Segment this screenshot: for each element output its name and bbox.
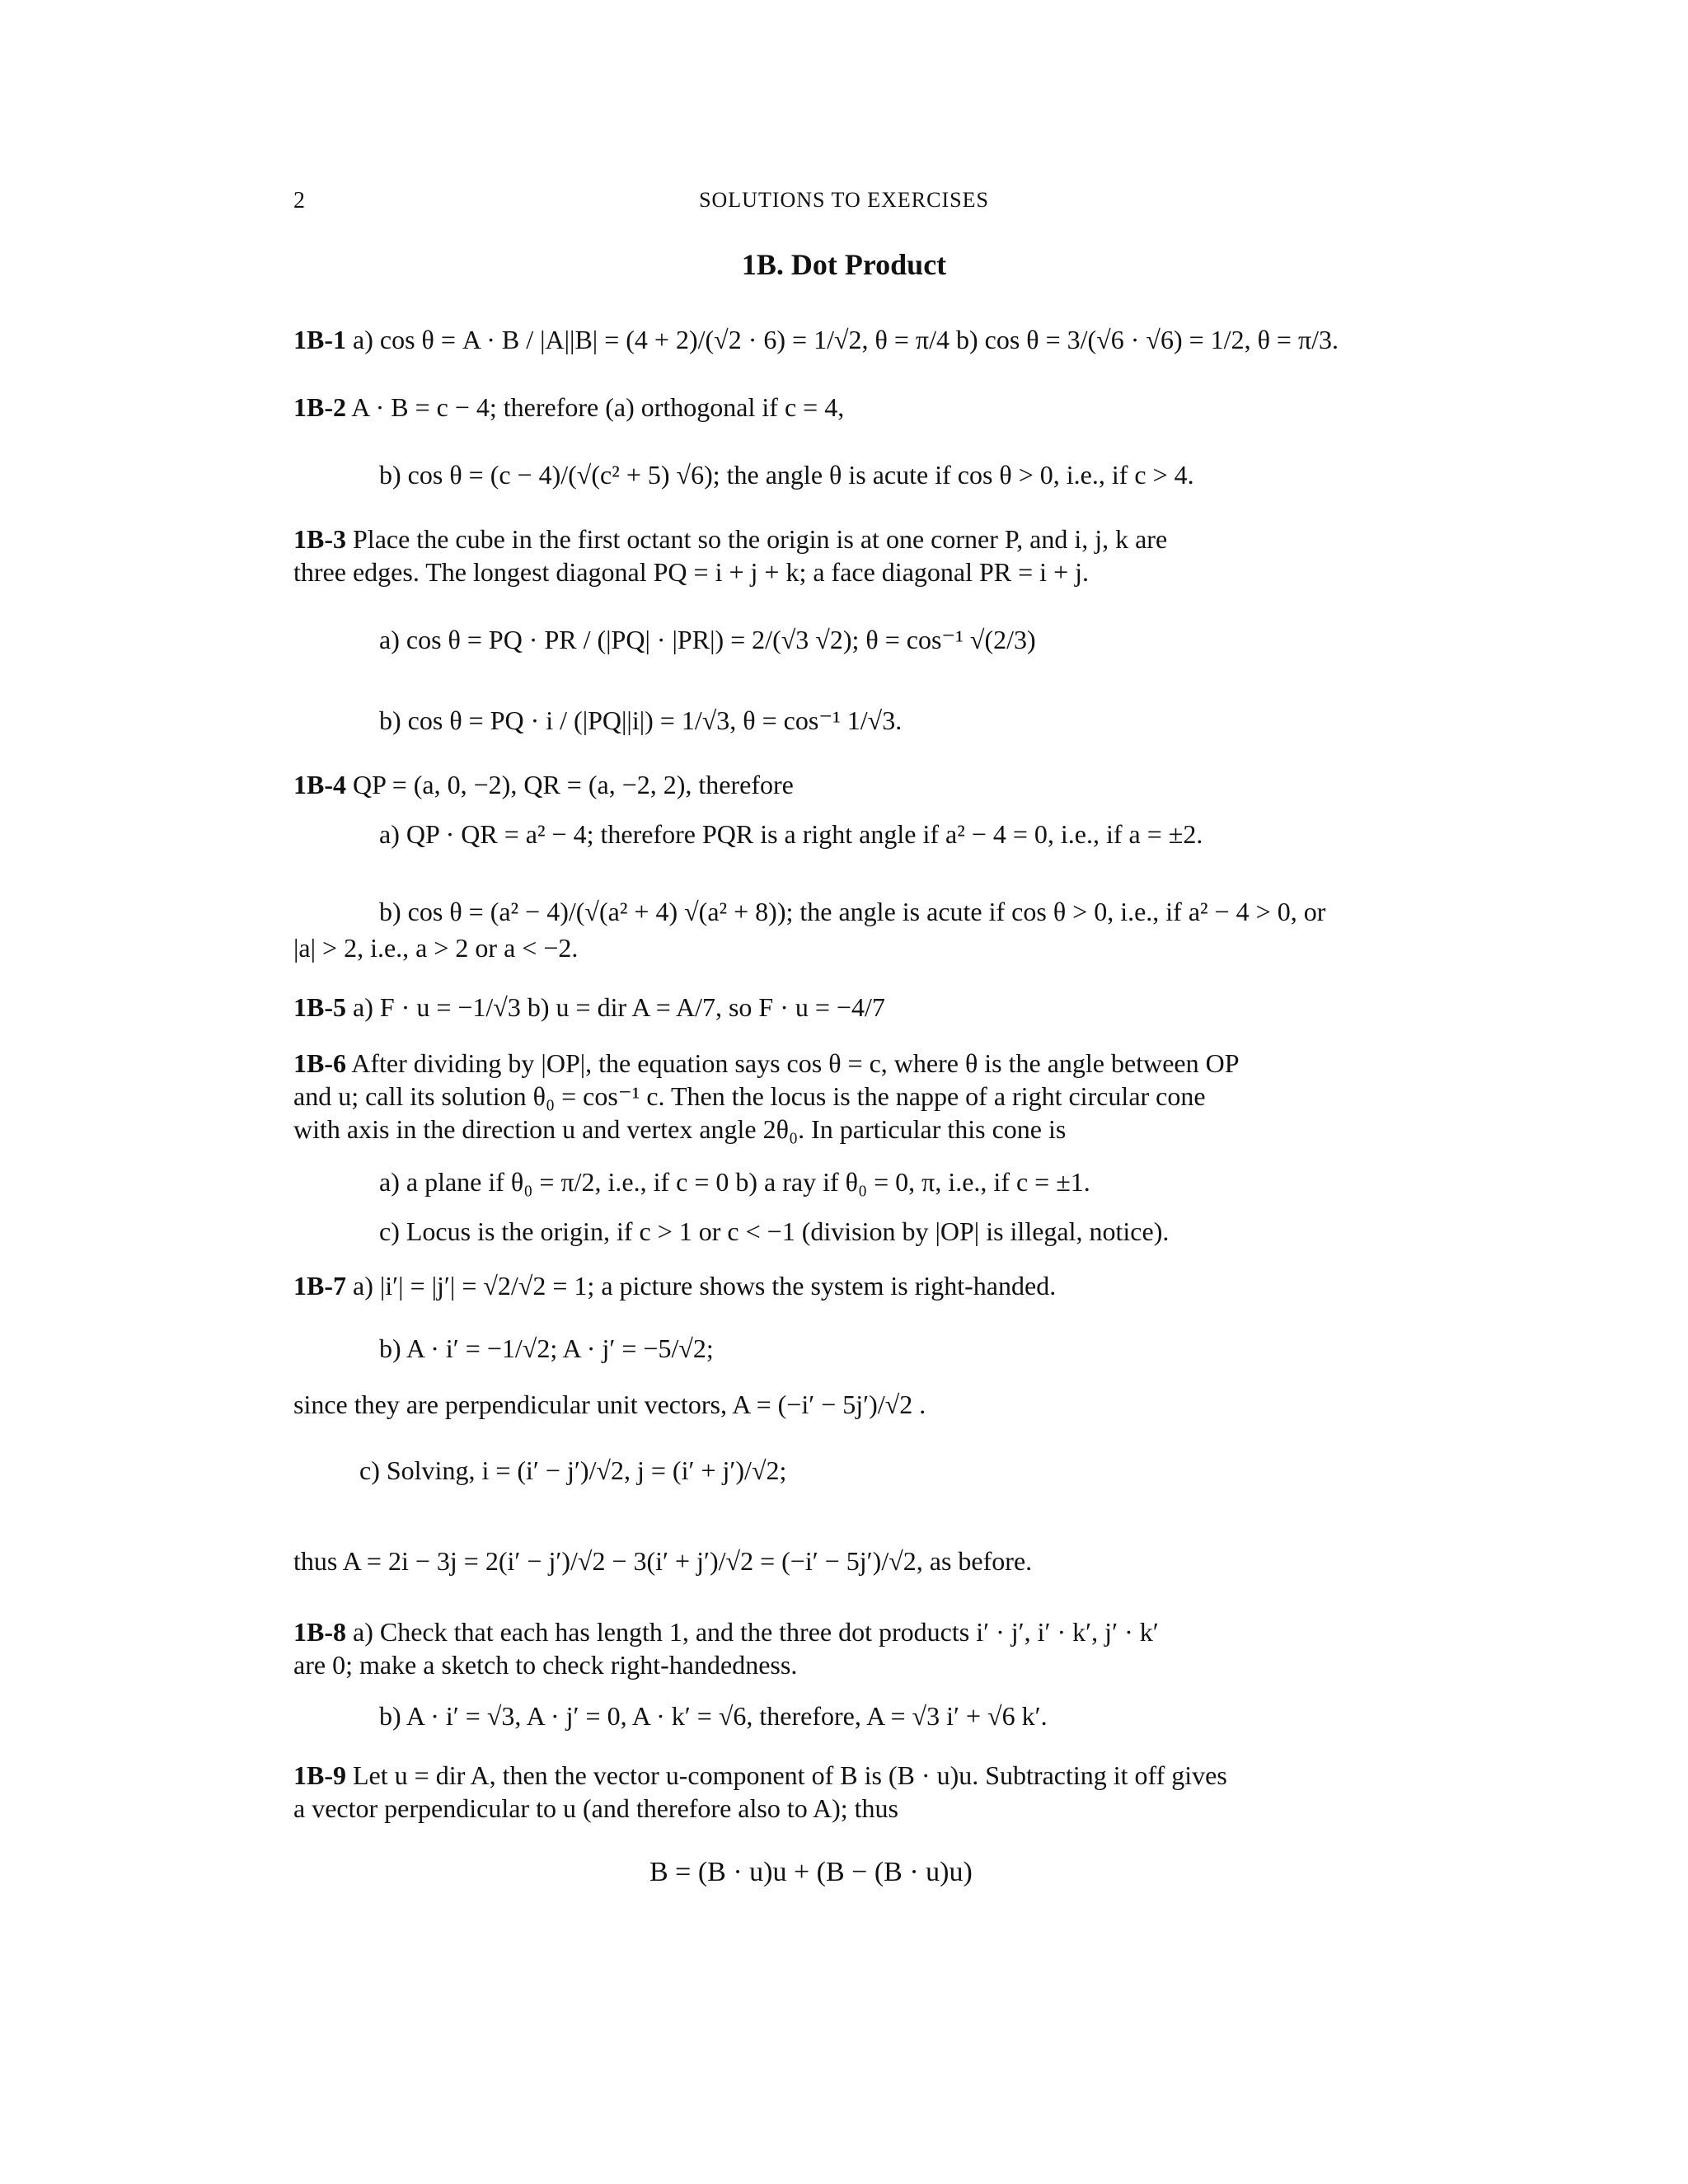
solution-text: QP = (a, 0, −2), QR = (a, −2, 2), therefore <box>353 770 794 799</box>
exercise-1b-8-line <box>293 1615 1159 1648</box>
exercise-1b-9-display-equation <box>649 1856 973 1889</box>
exercise-1b-7-line-5 <box>293 1544 1032 1577</box>
solution-text: A · B = c − 4; therefore (a) orthogonal if c = 4, <box>351 392 845 422</box>
exercise-label: 1B-1 <box>293 325 346 354</box>
solution-text: c) Solving, i = (i′ − j′)/√2, j = (i′ + j′)/√2; <box>359 1455 787 1485</box>
solution-text: and u; call its solution θ₀ = cos⁻¹ c. Then the locus is the nappe of a right circular cone <box>293 1081 1206 1111</box>
section-title: 1B. Dot Product <box>741 248 947 281</box>
solution-text: a) cos θ = PQ · PR / (|PQ| · |PR|) = 2/(√3 √2); θ = cos⁻¹ √(2/3) <box>379 625 1036 654</box>
exercise-1b-2-line <box>293 391 844 424</box>
exercise-1b-6-line <box>293 1047 1240 1080</box>
solution-text: a) |i′| = |j′| = √2/√2 = 1; a picture shows the system is right-handed. <box>353 1271 1057 1301</box>
exercise-1b-4-line <box>293 768 794 801</box>
exercise-1b-6-part-c <box>379 1215 1169 1248</box>
solution-text: with axis in the direction u and vertex angle 2θ₀. In particular this cone is <box>293 1114 1067 1144</box>
exercise-1b-9-line <box>293 1759 1227 1792</box>
exercise-1b-3-part-b <box>379 704 902 737</box>
exercise-label: 1B-2 <box>293 392 346 422</box>
solution-text: a) Check that each has length 1, and the three dot products i′ · j′, i′ · k′, j′ · k′ <box>353 1617 1159 1647</box>
exercise-label: 1B-6 <box>293 1048 346 1078</box>
exercise-1b-5-line <box>293 991 885 1024</box>
exercise-1b-2-part-b <box>379 458 1194 491</box>
exercise-1b-7-line <box>293 1269 1056 1302</box>
solution-text: a) QP · QR = a² − 4; therefore PQR is a right angle if a² − 4 = 0, i.e., if a = ±2. <box>379 819 1203 849</box>
solution-text: a) cos θ = A · B / |A||B| = (4 + 2)/(√2 · 6) = 1/√2, θ = π/4 b) cos θ = 3/(√6 · √6) = 1/2, θ = π/3. <box>353 325 1339 354</box>
exercise-1b-6-line-2 <box>293 1080 1206 1113</box>
exercise-label: 1B-3 <box>293 524 346 554</box>
exercise-1b-7-part-b <box>379 1332 714 1365</box>
exercise-1b-4-line-4 <box>293 931 578 964</box>
exercise-1b-6-line-3 <box>293 1113 1066 1146</box>
solution-text: c) Locus is the origin, if c > 1 or c < −1 (division by |OP| is illegal, notice). <box>379 1216 1170 1246</box>
exercise-1b-4-part-b <box>379 895 1325 928</box>
solution-text: a vector perpendicular to u (and therefore also to A); thus <box>293 1793 898 1823</box>
solution-text: are 0; make a sketch to check right-handedness. <box>293 1650 798 1680</box>
solution-text: three edges. The longest diagonal PQ = i + j + k; a face diagonal PR = i + j. <box>293 557 1089 587</box>
exercise-1b-7-part-c <box>359 1454 786 1487</box>
exercise-1b-3-part-a <box>379 623 1036 656</box>
exercise-1b-3-line <box>293 523 1167 555</box>
exercise-1b-7-line-3 <box>293 1388 926 1421</box>
exercise-1b-6-part-ab <box>379 1165 1090 1198</box>
solution-text: b) A · i′ = √3, A · j′ = 0, A · k′ = √6, therefore, A = √3 i′ + √6 k′. <box>379 1701 1048 1731</box>
solution-text: a) F · u = −1/√3 b) u = dir A = A/7, so F · u = −4/7 <box>353 992 885 1022</box>
exercise-1b-8-line-2 <box>293 1648 797 1681</box>
solution-text: b) cos θ = PQ · i / (|PQ||i|) = 1/√3, θ = cos⁻¹ 1/√3. <box>379 705 903 735</box>
solution-text: |a| > 2, i.e., a > 2 or a < −2. <box>293 933 579 963</box>
exercise-label: 1B-4 <box>293 770 346 799</box>
solution-text: thus A = 2i − 3j = 2(i′ − j′)/√2 − 3(i′ + j′)/√2 = (−i′ − 5j′)/√2, as before. <box>293 1546 1033 1576</box>
solution-text: Let u = dir A, then the vector u-component of B is (B · u)u. Subtracting it off gives <box>353 1760 1227 1790</box>
exercise-label: 1B-8 <box>293 1617 346 1647</box>
solution-text: B = (B · u)u + (B − (B · u)u) <box>649 1857 973 1887</box>
exercise-label: 1B-7 <box>293 1271 346 1301</box>
solution-text: After dividing by |OP|, the equation says cos θ = c, where θ is the angle between OP <box>351 1048 1240 1078</box>
exercise-label: 1B-9 <box>293 1760 346 1790</box>
solution-text: b) cos θ = (a² − 4)/(√(a² + 4) √(a² + 8)); the angle is acute if cos θ > 0, i.e., if a² − 4 > 0, or <box>379 897 1326 926</box>
page-number: 2 <box>293 188 305 213</box>
exercise-label: 1B-5 <box>293 992 346 1022</box>
exercise-1b-1-line <box>293 323 1339 356</box>
solution-text: b) cos θ = (c − 4)/(√(c² + 5) √6); the angle θ is acute if cos θ > 0, i.e., if c > 4. <box>379 460 1194 490</box>
running-head: SOLUTIONS TO EXERCISES <box>699 188 989 212</box>
exercise-1b-4-part-a <box>379 818 1203 851</box>
exercise-1b-3-line-2 <box>293 555 1089 588</box>
solution-text: a) a plane if θ₀ = π/2, i.e., if c = 0 b) a ray if θ₀ = 0, π, i.e., if c = ±1. <box>379 1167 1090 1197</box>
exercise-1b-8-part-b <box>379 1699 1048 1732</box>
solution-text: b) A · i′ = −1/√2; A · j′ = −5/√2; <box>379 1333 714 1363</box>
solution-text: Place the cube in the first octant so the origin is at one corner P, and i, j, k are <box>353 524 1168 554</box>
solution-text: since they are perpendicular unit vectors, A = (−i′ − 5j′)/√2 . <box>293 1390 926 1419</box>
exercise-1b-9-line-2 <box>293 1792 898 1825</box>
